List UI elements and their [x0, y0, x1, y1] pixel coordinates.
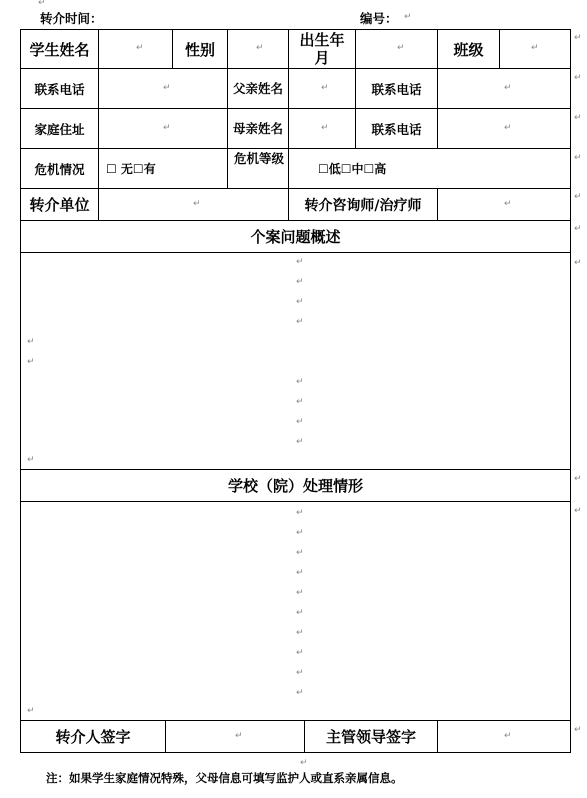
- row-end-mark: ↵: [574, 474, 582, 484]
- row-end-mark: ↵: [574, 258, 582, 268]
- case-summary-area[interactable]: ↵ ↵ ↵ ↵ ↵ ↵ ↵ ↵ ↵ ↵ ↵: [27, 257, 304, 465]
- number-label: 编号：: [360, 11, 398, 26]
- home-address-field[interactable]: ↵: [163, 123, 171, 133]
- class-field[interactable]: ↵: [531, 43, 539, 53]
- supervisor-signature-label: 主管领导签字: [325, 728, 416, 746]
- row-end-mark: ↵: [574, 113, 582, 123]
- row-end-mark: ↵: [574, 33, 582, 43]
- crisis-label: 危机情况: [34, 161, 85, 177]
- paragraph-mark: ↵: [38, 0, 46, 8]
- referral-unit-field[interactable]: ↵: [193, 199, 201, 209]
- contact-phone-field[interactable]: ↵: [163, 83, 171, 93]
- birth-date-field[interactable]: ↵: [397, 43, 405, 53]
- class-label: 班级: [453, 40, 484, 59]
- mother-name-label: 母亲姓名: [233, 120, 284, 136]
- referral-counselor-label: 转介咨询师/治疗师: [304, 197, 422, 214]
- student-name-label: 学生姓名: [29, 40, 90, 59]
- gender-field[interactable]: ↵: [256, 43, 264, 53]
- crisis-level-label: 危机等级: [234, 151, 285, 166]
- gender-label: 性别: [184, 40, 215, 59]
- row-end-mark: ↵: [574, 506, 582, 516]
- birth-date-label: 出生年月: [299, 31, 345, 67]
- mother-phone-field[interactable]: ↵: [504, 123, 512, 133]
- school-handling-heading: 学校（院）处理情形: [227, 477, 363, 495]
- row-end-mark: ↵: [574, 725, 582, 735]
- father-name-field[interactable]: ↵: [321, 83, 329, 93]
- home-address-label: 家庭住址: [34, 121, 85, 137]
- referral-time-label: 转介时间：: [40, 11, 103, 26]
- referral-unit-label: 转介单位: [29, 196, 90, 214]
- father-phone-label: 联系电话: [371, 81, 422, 97]
- referrer-signature-label: 转介人签字: [55, 728, 131, 746]
- row-end-mark: ↵: [574, 73, 582, 83]
- father-name-label: 父亲姓名: [233, 80, 284, 96]
- mother-name-field[interactable]: ↵: [321, 123, 329, 133]
- student-name-field[interactable]: ↵: [136, 43, 144, 53]
- referral-counselor-field[interactable]: ↵: [504, 199, 512, 209]
- paragraph-mark: ↵: [404, 12, 412, 22]
- contact-phone-label: 联系电话: [34, 81, 85, 97]
- crisis-level-options[interactable]: ☐低☐中☐高: [318, 162, 387, 176]
- row-end-mark: ↵: [574, 224, 582, 234]
- case-summary-heading: 个案问题概述: [250, 228, 341, 246]
- mother-phone-label: 联系电话: [371, 121, 422, 137]
- row-end-mark: ↵: [574, 192, 582, 202]
- footer-note: 注：如果学生家庭情况特殊，父母信息可填写监护人或直系亲属信息。: [46, 771, 403, 785]
- row-end-mark: ↵: [574, 153, 582, 163]
- paragraph-mark: ↵: [300, 758, 308, 768]
- supervisor-signature-field[interactable]: ↵: [504, 731, 512, 741]
- referrer-signature-field[interactable]: ↵: [235, 731, 243, 741]
- crisis-options[interactable]: ☐ 无☐有: [106, 162, 156, 176]
- father-phone-field[interactable]: ↵: [504, 83, 512, 93]
- school-handling-area[interactable]: ↵ ↵ ↵ ↵ ↵ ↵ ↵ ↵ ↵ ↵ ↵: [27, 508, 304, 716]
